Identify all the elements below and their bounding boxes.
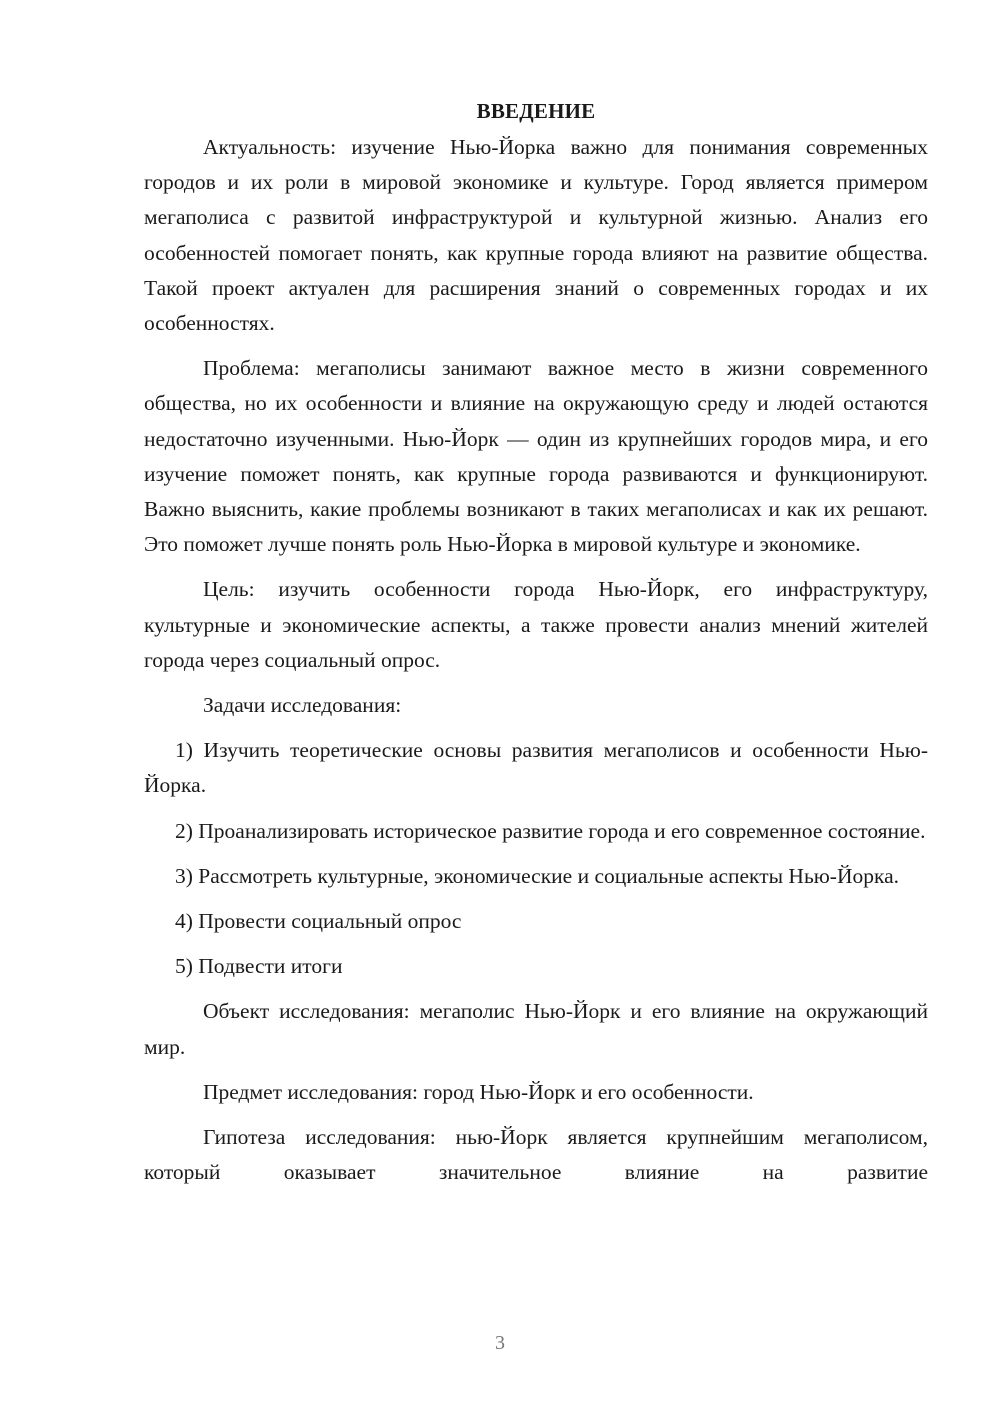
section-heading: ВВЕДЕНИЕ [476,99,596,123]
task-item-4: 4) Провести социальный опрос [175,909,462,934]
relevance-paragraph: Актуальность: изучение Нью-Йорка важно для понимания современных городов и их роли в мировой экономике и культуре. Город является примером мегаполиса с развитой инфраструктурой и культурной жизнью. Анализ его особенностей помогает понять, как крупные города влияют на развитие общества. Такой проект актуален для расширения знаний о современных городах и их особенностях. [144,135,928,336]
object-paragraph: Объект исследования: мегаполис Нью-Йорк и его влияние на окружающий мир. [144,999,928,1059]
task-item-3: 3) Рассмотреть культурные, экономические и социальные аспекты Нью-Йорка. [175,863,900,888]
page-number: 3 [495,1332,505,1354]
hypothesis-paragraph: Гипотеза исследования: нью-Йорк является крупнейшим мегаполисом, который оказывает значительное влияние на развитие [144,1125,928,1185]
task-item-1: 1) Изучить теоретические основы развития мегаполисов и особенности Нью-Йорка. [144,738,928,798]
task-item-5: 5) Подвести итоги [175,954,343,979]
tasks-heading: Задачи исследования: [203,693,402,718]
problem-paragraph: Проблема: мегаполисы занимают важное место в жизни современного общества, но их особенности и влияние на окружающую среду и людей остаются недостаточно изученными. Нью-Йорк — один из крупнейших городов мира, и его изучение поможет понять, как крупные города развиваются и функционируют. Важно выяснить, какие проблемы возникают в таких мегаполисах и как их решают. Это поможет лучше понять роль Нью-Йорка в мировой культуре и экономике. [144,356,928,557]
goal-paragraph: Цель: изучить особенности города Нью-Йорк, его инфраструктуру, культурные и экономические аспекты, а также провести анализ мнений жителей города через социальный опрос. [144,577,928,672]
document-page [144,96,928,1190]
subject-paragraph: Предмет исследования: город Нью-Йорк и его особенности. [203,1079,754,1104]
task-item-2: 2) Проанализировать историческое развитие города и его современное состояние. [175,818,926,843]
